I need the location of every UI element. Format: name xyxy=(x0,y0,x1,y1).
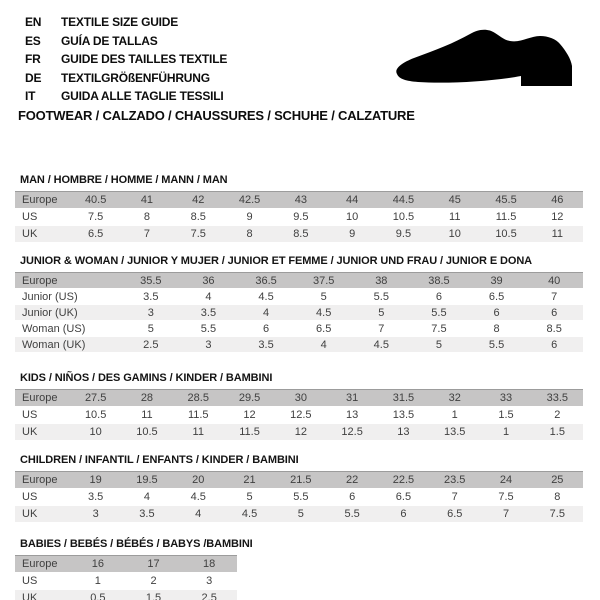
size-cell: 4.5 xyxy=(258,290,274,303)
language-label: GUIDE DES TAILLES TEXTILE xyxy=(61,52,228,67)
size-cell: 32 xyxy=(448,392,461,404)
table-row xyxy=(15,288,583,304)
table-row xyxy=(15,208,583,225)
size-cell: 9 xyxy=(246,211,253,223)
size-cell: 19.5 xyxy=(136,474,158,486)
size-cell: 45.5 xyxy=(495,194,517,206)
size-cell: 5 xyxy=(378,306,385,319)
size-cell: 3 xyxy=(206,575,213,587)
size-cell: 5.5 xyxy=(488,338,505,351)
size-cell: 3.5 xyxy=(88,491,104,503)
size-tables xyxy=(15,172,583,600)
size-cell: 12.5 xyxy=(341,426,363,438)
size-cell: 12 xyxy=(294,426,307,438)
row-label: Junior (US) xyxy=(22,290,78,303)
row-label: Europe xyxy=(22,474,58,486)
size-cell: 24 xyxy=(499,474,513,486)
size-cell: 9.5 xyxy=(395,228,412,240)
size-cell: 4.5 xyxy=(373,338,389,351)
row-label: Woman (US) xyxy=(22,322,86,335)
size-cell: 6.5 xyxy=(395,491,412,503)
size-cell: 9.5 xyxy=(293,211,309,223)
size-cell: 8 xyxy=(554,491,561,503)
size-cell: 1 xyxy=(94,575,101,587)
row-label: Woman (UK) xyxy=(22,338,86,351)
row-label: UK xyxy=(22,426,38,438)
language-code: DE xyxy=(25,70,42,85)
size-cell: 22.5 xyxy=(392,474,415,486)
size-cell: 18 xyxy=(203,558,216,570)
size-cell: 10.5 xyxy=(136,426,158,438)
size-cell: 21.5 xyxy=(290,474,312,486)
table-row xyxy=(15,572,237,589)
size-cell: 5.5 xyxy=(373,290,389,303)
size-cell: 8.5 xyxy=(546,322,562,335)
table-title: CHILDREN / INFANTIL / ENFANTS / KINDER / BAMBINI xyxy=(20,454,299,466)
size-cell: 2.5 xyxy=(143,338,159,351)
size-cell: 39 xyxy=(490,274,503,287)
size-cell: 16 xyxy=(91,558,104,570)
size-cell: 46 xyxy=(551,194,564,206)
size-cell: 10 xyxy=(346,211,359,223)
size-cell: 2.5 xyxy=(201,592,217,600)
size-section-junior-woman xyxy=(15,255,583,352)
language-label: GUÍA DE TALLAS xyxy=(61,33,158,48)
size-cell: 8 xyxy=(493,322,500,335)
row-label: Europe xyxy=(22,558,58,570)
size-cell: 25 xyxy=(551,474,564,486)
size-cell: 29.5 xyxy=(238,392,261,404)
table-row xyxy=(15,556,237,572)
size-cell: 6.5 xyxy=(447,508,463,520)
size-cell: 1 xyxy=(502,426,510,438)
size-cell: 13 xyxy=(397,426,410,438)
language-code: EN xyxy=(25,15,42,30)
row-label: Junior (UK) xyxy=(22,306,78,319)
size-section-man xyxy=(15,174,583,242)
size-cell: 3.5 xyxy=(258,338,274,351)
table-title: KIDS / NIÑOS / DES GAMINS / KINDER / BAMBINI xyxy=(20,372,273,384)
size-cell: 6.5 xyxy=(316,322,332,335)
size-section-children xyxy=(15,454,583,522)
size-cell: 11 xyxy=(192,426,204,438)
size-cell: 8.5 xyxy=(190,211,206,223)
table-title: JUNIOR & WOMAN / JUNIOR Y MUJER / JUNIOR ET FEMME / JUNIOR UND FRAU / JUNIOR E DONA xyxy=(20,255,533,267)
size-cell: 36 xyxy=(202,274,215,287)
table-row xyxy=(15,488,583,505)
size-cell: 8 xyxy=(143,211,150,223)
row-label: US xyxy=(22,409,38,421)
table-title: BABIES / BEBÉS / BÉBÉS / BABYS /BAMBINI xyxy=(20,538,253,550)
size-cell: 1.5 xyxy=(498,409,514,421)
size-cell: 6.5 xyxy=(488,290,505,303)
language-code: FR xyxy=(25,52,41,67)
size-cell: 13.5 xyxy=(444,426,466,438)
language-label: GUIDA ALLE TAGLIE TESSILI xyxy=(61,89,224,104)
table-row xyxy=(15,336,583,352)
size-cell: 12 xyxy=(243,409,256,421)
size-cell: 45 xyxy=(448,194,461,206)
language-title-block xyxy=(25,13,227,106)
row-label: Europe xyxy=(22,274,58,287)
size-table xyxy=(15,191,583,242)
size-cell: 5 xyxy=(320,290,327,303)
size-cell: 3 xyxy=(92,508,99,520)
size-table xyxy=(15,555,237,600)
size-cell: 12 xyxy=(551,211,564,223)
size-cell: 7.5 xyxy=(88,211,104,223)
size-cell: 6 xyxy=(493,306,500,319)
size-cell: 36.5 xyxy=(255,274,277,287)
table-row xyxy=(15,320,583,336)
size-table xyxy=(15,471,583,522)
size-cell: 4 xyxy=(263,306,270,319)
language-row-de xyxy=(25,69,227,88)
size-cell: 4.5 xyxy=(316,306,332,319)
size-cell: 17 xyxy=(147,558,160,570)
size-cell: 6.5 xyxy=(88,228,104,240)
size-cell: 5.5 xyxy=(431,306,447,319)
size-cell: 7.5 xyxy=(431,322,447,335)
size-cell: 12.5 xyxy=(290,409,312,421)
size-cell: 33.5 xyxy=(546,392,569,404)
size-cell: 7 xyxy=(551,290,558,303)
size-cell: 31.5 xyxy=(392,392,415,404)
size-section-babies xyxy=(15,538,583,600)
size-cell: 31 xyxy=(346,392,359,404)
table-row xyxy=(15,192,583,208)
size-cell: 1 xyxy=(451,409,458,421)
size-cell: 3.5 xyxy=(200,306,217,319)
size-cell: 5 xyxy=(435,338,442,351)
size-cell: 21 xyxy=(243,474,256,486)
table-title: MAN / HOMBRE / HOMME / MANN / MAN xyxy=(20,174,228,186)
size-cell: 0.5 xyxy=(90,592,106,600)
language-row-fr xyxy=(25,50,227,69)
size-cell: 40 xyxy=(548,274,561,287)
table-row xyxy=(15,273,583,288)
size-cell: 10.5 xyxy=(495,228,517,240)
size-cell: 1.5 xyxy=(549,426,565,438)
row-label: US xyxy=(22,575,38,587)
table-row xyxy=(15,505,583,522)
size-cell: 1.5 xyxy=(145,592,162,600)
size-cell: 38 xyxy=(375,274,388,287)
size-cell: 4.5 xyxy=(190,491,206,503)
size-cell: 3.5 xyxy=(139,508,155,520)
size-cell: 4 xyxy=(320,338,327,351)
size-cell: 10 xyxy=(89,426,102,438)
size-cell: 11 xyxy=(551,228,564,240)
size-cell: 3.5 xyxy=(143,290,159,303)
size-cell: 28.5 xyxy=(187,392,209,404)
size-cell: 40.5 xyxy=(84,194,107,206)
size-table xyxy=(15,389,583,440)
size-cell: 3 xyxy=(205,338,212,351)
size-cell: 44.5 xyxy=(392,194,415,206)
size-section-kids xyxy=(15,372,583,440)
size-cell: 35.5 xyxy=(140,274,162,287)
size-cell: 6 xyxy=(435,290,442,303)
size-cell: 11 xyxy=(141,409,153,421)
row-label: UK xyxy=(22,508,38,520)
size-cell: 6 xyxy=(551,306,558,319)
size-cell: 7 xyxy=(502,508,510,520)
size-cell: 6 xyxy=(551,338,558,351)
table-row xyxy=(15,472,583,488)
size-cell: 5 xyxy=(246,491,253,503)
size-cell: 13 xyxy=(346,409,359,421)
table-row xyxy=(15,390,583,406)
size-cell: 4.5 xyxy=(241,508,258,520)
size-cell: 42.5 xyxy=(238,194,261,206)
size-cell: 33 xyxy=(499,392,513,404)
size-cell: 42 xyxy=(192,194,205,206)
size-cell: 13.5 xyxy=(392,409,415,421)
size-cell: 5.5 xyxy=(293,491,309,503)
table-row xyxy=(15,225,583,242)
size-cell: 6 xyxy=(263,322,270,335)
table-row xyxy=(15,423,583,440)
size-cell: 27.5 xyxy=(84,392,107,404)
size-cell: 6 xyxy=(349,491,356,503)
size-cell: 44 xyxy=(346,194,359,206)
size-cell: 8 xyxy=(246,228,253,240)
size-cell: 7.5 xyxy=(190,228,206,240)
language-row-it xyxy=(25,87,227,106)
row-label: UK xyxy=(22,228,38,240)
size-cell: 28 xyxy=(140,392,154,404)
size-cell: 8.5 xyxy=(293,228,309,240)
size-cell: 10.5 xyxy=(84,409,107,421)
size-cell: 19 xyxy=(89,474,102,486)
row-label: US xyxy=(22,211,38,223)
size-cell: 5 xyxy=(297,508,304,520)
size-cell: 37.5 xyxy=(312,274,335,287)
row-label: US xyxy=(22,491,38,503)
size-cell: 9 xyxy=(349,228,356,240)
size-cell: 7.5 xyxy=(549,508,565,520)
size-cell: 11 xyxy=(449,211,461,223)
size-cell: 3 xyxy=(147,306,154,319)
size-cell: 11.5 xyxy=(495,211,517,223)
size-cell: 4 xyxy=(143,491,150,503)
size-table xyxy=(15,272,583,352)
row-label: Europe xyxy=(22,392,58,404)
language-label: TEXTILGRÖßENFÜHRUNG xyxy=(61,70,210,85)
language-code: ES xyxy=(25,33,41,48)
language-row-en xyxy=(25,13,227,32)
table-row xyxy=(15,304,583,320)
size-cell: 22 xyxy=(346,474,359,486)
size-cell: 11.5 xyxy=(187,409,209,421)
size-cell: 5.5 xyxy=(200,322,217,335)
size-cell: 43 xyxy=(294,194,307,206)
language-row-es xyxy=(25,32,227,51)
size-cell: 7 xyxy=(451,491,458,503)
size-cell: 7 xyxy=(378,322,385,335)
language-label: TEXTILE SIZE GUIDE xyxy=(61,15,179,30)
size-cell: 41 xyxy=(140,194,154,206)
table-row xyxy=(15,589,237,600)
size-cell: 38.5 xyxy=(428,274,450,287)
size-cell: 2 xyxy=(554,409,561,421)
size-cell: 30 xyxy=(294,392,307,404)
size-cell: 10 xyxy=(448,228,461,240)
size-cell: 20 xyxy=(192,474,205,486)
size-cell: 4 xyxy=(205,290,212,303)
shoe-icon xyxy=(388,26,578,96)
size-cell: 7 xyxy=(143,228,150,240)
size-cell: 23.5 xyxy=(444,474,466,486)
language-code: IT xyxy=(25,89,36,104)
size-cell: 6 xyxy=(400,508,407,520)
size-cell: 11.5 xyxy=(239,426,260,438)
row-label: Europe xyxy=(22,194,58,206)
category-title: FOOTWEAR / CALZADO / CHAUSSURES / SCHUHE / CALZATURE xyxy=(18,108,415,123)
size-cell: 4 xyxy=(195,508,202,520)
size-cell: 5 xyxy=(147,322,154,335)
size-cell: 7.5 xyxy=(498,491,514,503)
table-row xyxy=(15,406,583,423)
size-cell: 10.5 xyxy=(392,211,415,223)
size-cell: 2 xyxy=(150,575,157,587)
size-cell: 5.5 xyxy=(344,508,360,520)
row-label: UK xyxy=(22,592,38,600)
